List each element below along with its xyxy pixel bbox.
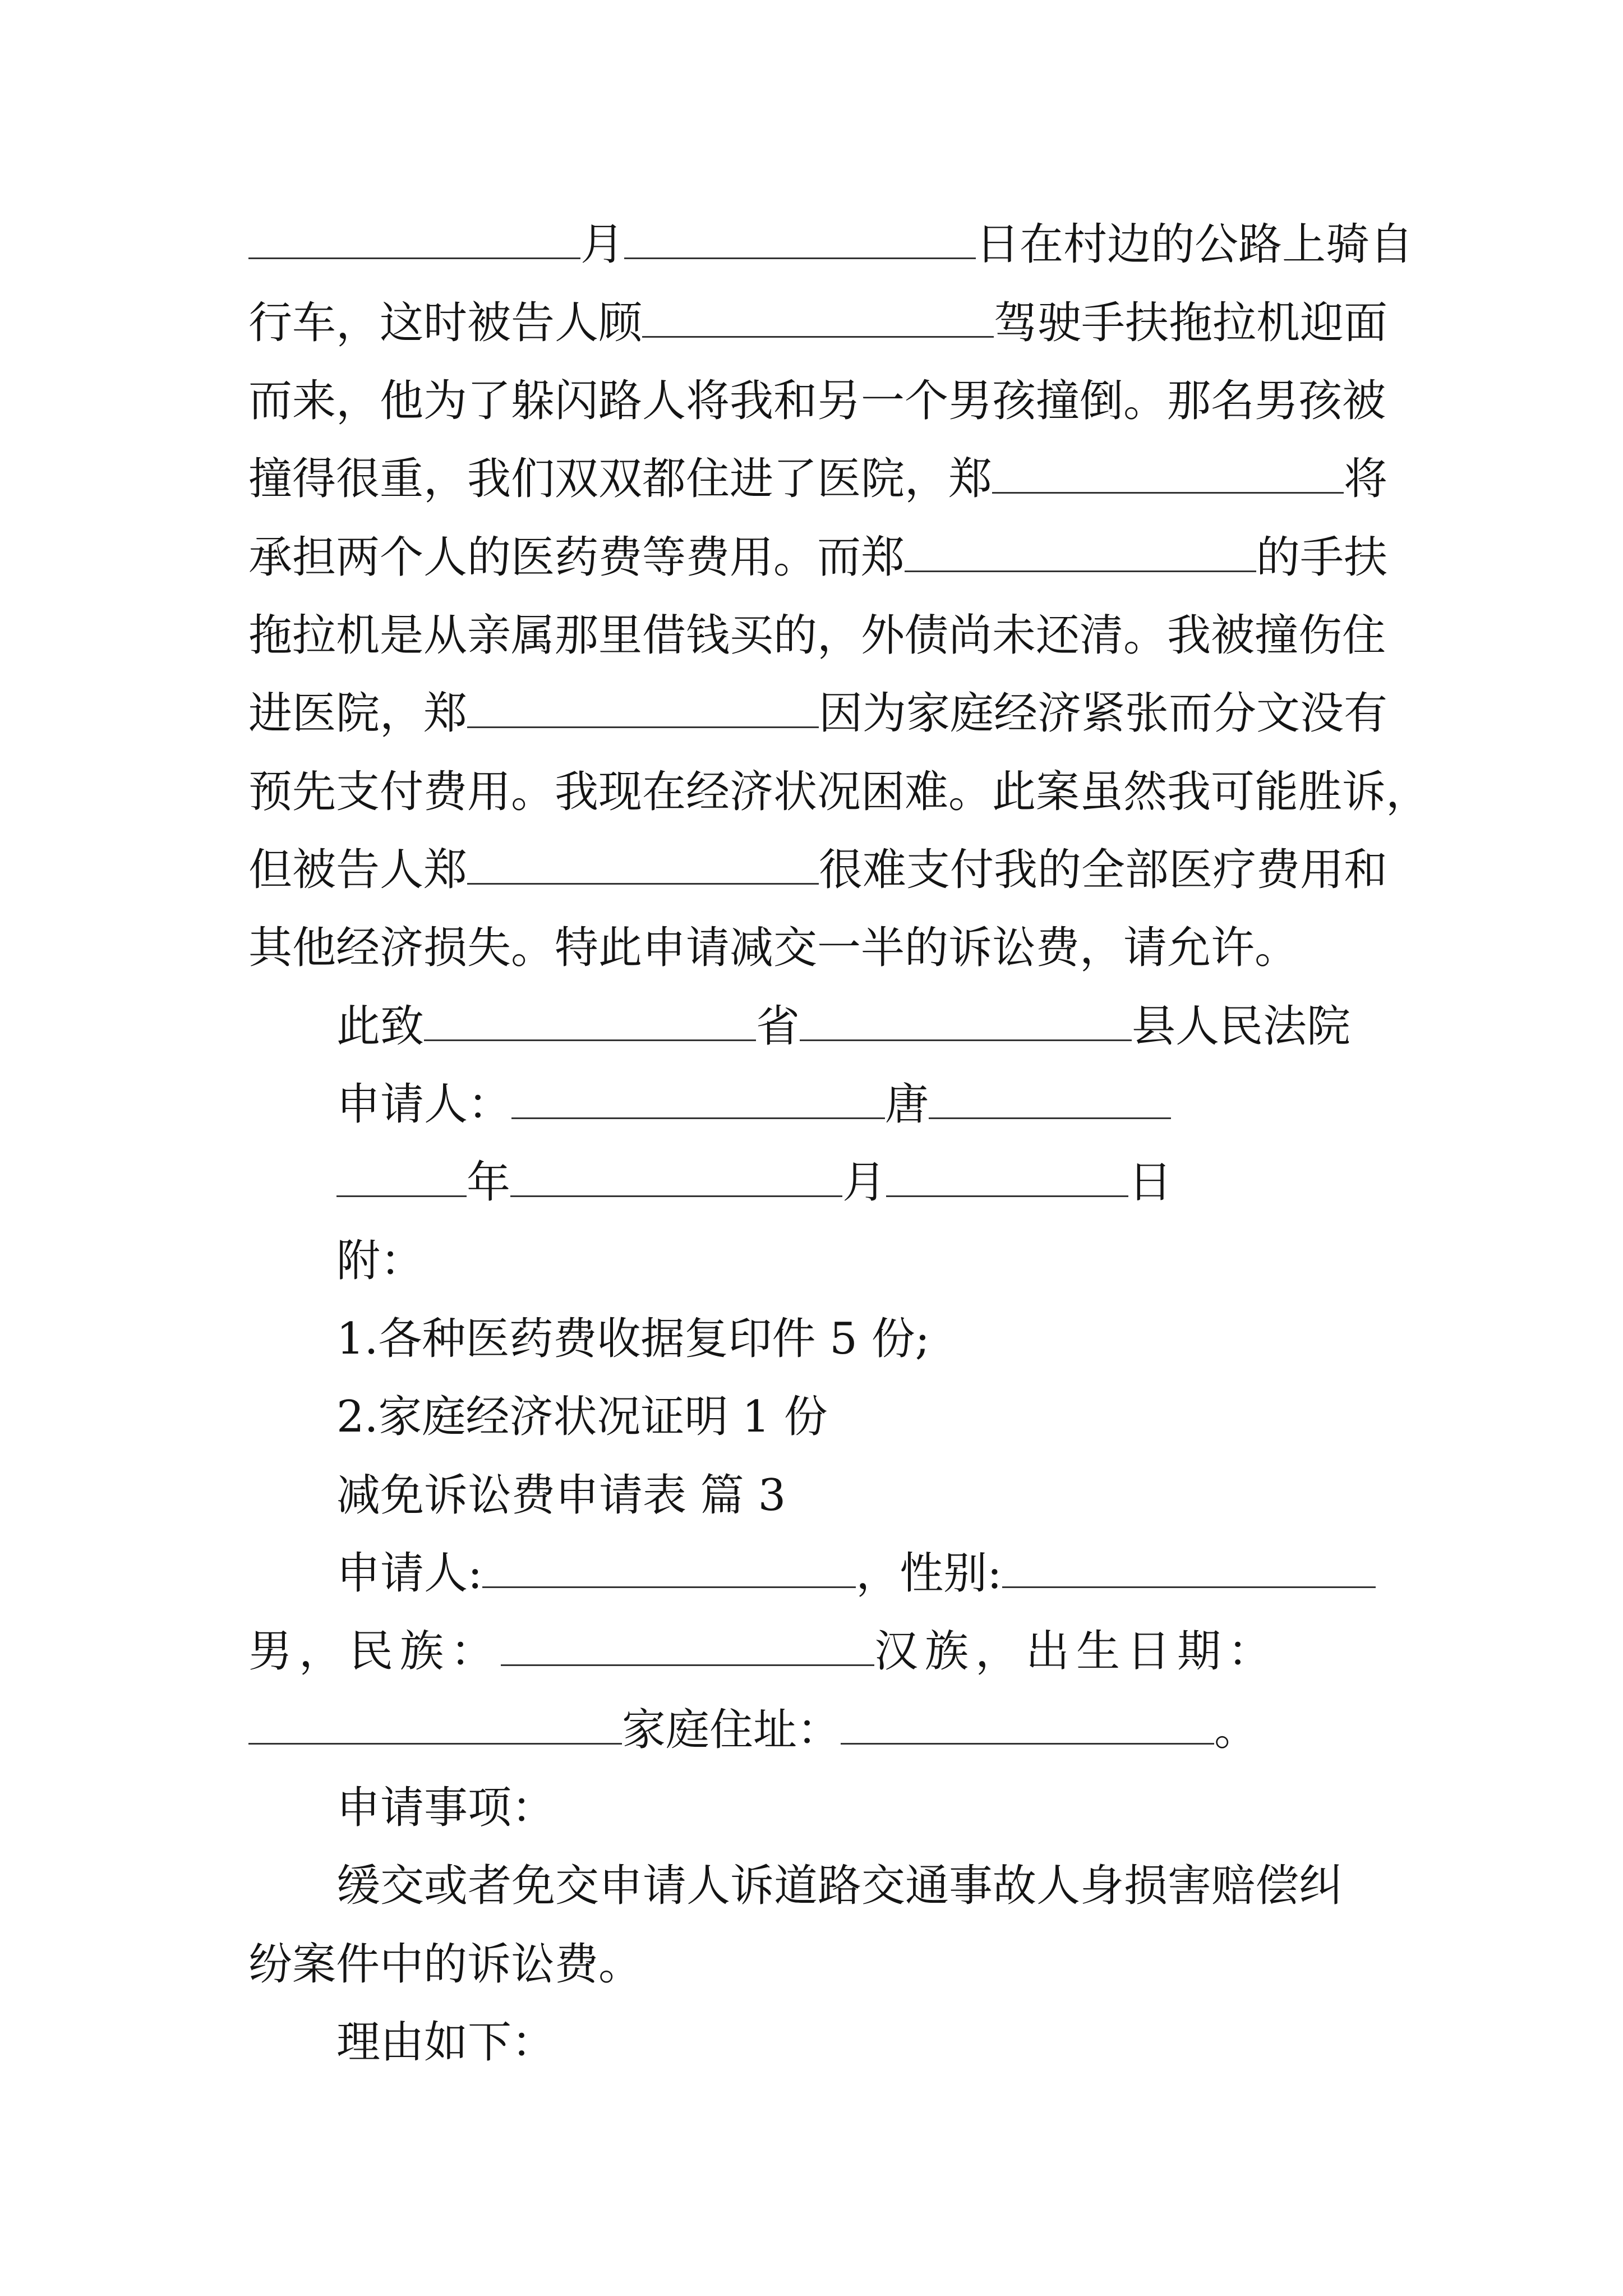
blank-field[interactable] xyxy=(467,882,819,885)
blank-field[interactable] xyxy=(624,257,976,259)
text-line: 男，民族： 汉族，出生日期： xyxy=(248,1626,1279,1677)
text-line: 月 日在村边的公路上骑自 xyxy=(248,205,1384,284)
blank-field[interactable] xyxy=(992,491,1344,494)
text-line: 申请人： 唐 xyxy=(336,1065,1384,1144)
blank-field[interactable] xyxy=(841,1742,1214,1745)
blank-field[interactable] xyxy=(642,335,994,338)
blank-field[interactable] xyxy=(248,1742,622,1745)
text-line: 但被告人郑 很难支付我的全部医疗费用和 xyxy=(248,845,1388,895)
blank-field[interactable] xyxy=(886,1195,1128,1197)
text-line: 附： xyxy=(336,1236,425,1286)
blank-field[interactable] xyxy=(929,1117,1171,1119)
text-line: 理由如下： xyxy=(336,2017,556,2068)
blank-field[interactable] xyxy=(424,1039,756,1041)
text-line: 预先支付费用。我现在经济状况困难。此案虽然我可能胜诉， xyxy=(248,767,1430,817)
text-line: 而来，他为了躲闪路人将我和另一个男孩撞倒。那名男孩被 xyxy=(248,376,1386,426)
blank-field[interactable] xyxy=(336,1195,467,1197)
text-line: 申请事项： xyxy=(336,1783,556,1833)
text-line: 撞得很重，我们双双都住进了医院，郑 将 xyxy=(248,454,1388,504)
text-line: 年 月 日 xyxy=(336,1143,1384,1222)
blank-field[interactable] xyxy=(467,726,819,728)
blank-field[interactable] xyxy=(248,257,580,259)
text-line: 纷案件中的诉讼费。 xyxy=(248,1939,643,1990)
text-line: 家庭住址： 。 xyxy=(248,1691,1384,1769)
blank-field[interactable] xyxy=(1002,1586,1376,1588)
text-line: 此致 省 县人民法院 xyxy=(336,1001,1351,1052)
text-line: 拖拉机是从亲属那里借钱买的，外债尚未还清。我被撞伤住 xyxy=(248,610,1386,661)
text-line: 其他经济损失。特此申请减交一半的诉讼费，请允许。 xyxy=(248,923,1299,973)
blank-field[interactable] xyxy=(905,570,1256,572)
blank-field[interactable] xyxy=(800,1039,1132,1041)
blank-field[interactable] xyxy=(510,1195,842,1197)
text-line: 行车，这时被告人顾 驾驶手扶拖拉机迎面 xyxy=(248,298,1388,348)
section-heading: 减免诉讼费申请表 篇 3 xyxy=(336,1470,786,1521)
blank-field[interactable] xyxy=(511,1117,885,1119)
text-line: 1.各种医药费收据复印件 5 份; xyxy=(336,1314,930,1364)
text-line: 2.家庭经济状况证明 1 份 xyxy=(336,1392,828,1442)
text-line: 承担两个人的医药费等费用。而郑 的手扶 xyxy=(248,532,1388,583)
text-line: 进医院，郑 因为家庭经济紧张而分文没有 xyxy=(248,688,1388,739)
text-line: 申请人: ，性别: xyxy=(336,1534,1384,1613)
blank-field[interactable] xyxy=(501,1664,874,1666)
blank-field[interactable] xyxy=(482,1586,856,1588)
text-line: 缓交或者免交申请人诉道路交通事故人身损害赔偿纠 xyxy=(336,1861,1343,1911)
